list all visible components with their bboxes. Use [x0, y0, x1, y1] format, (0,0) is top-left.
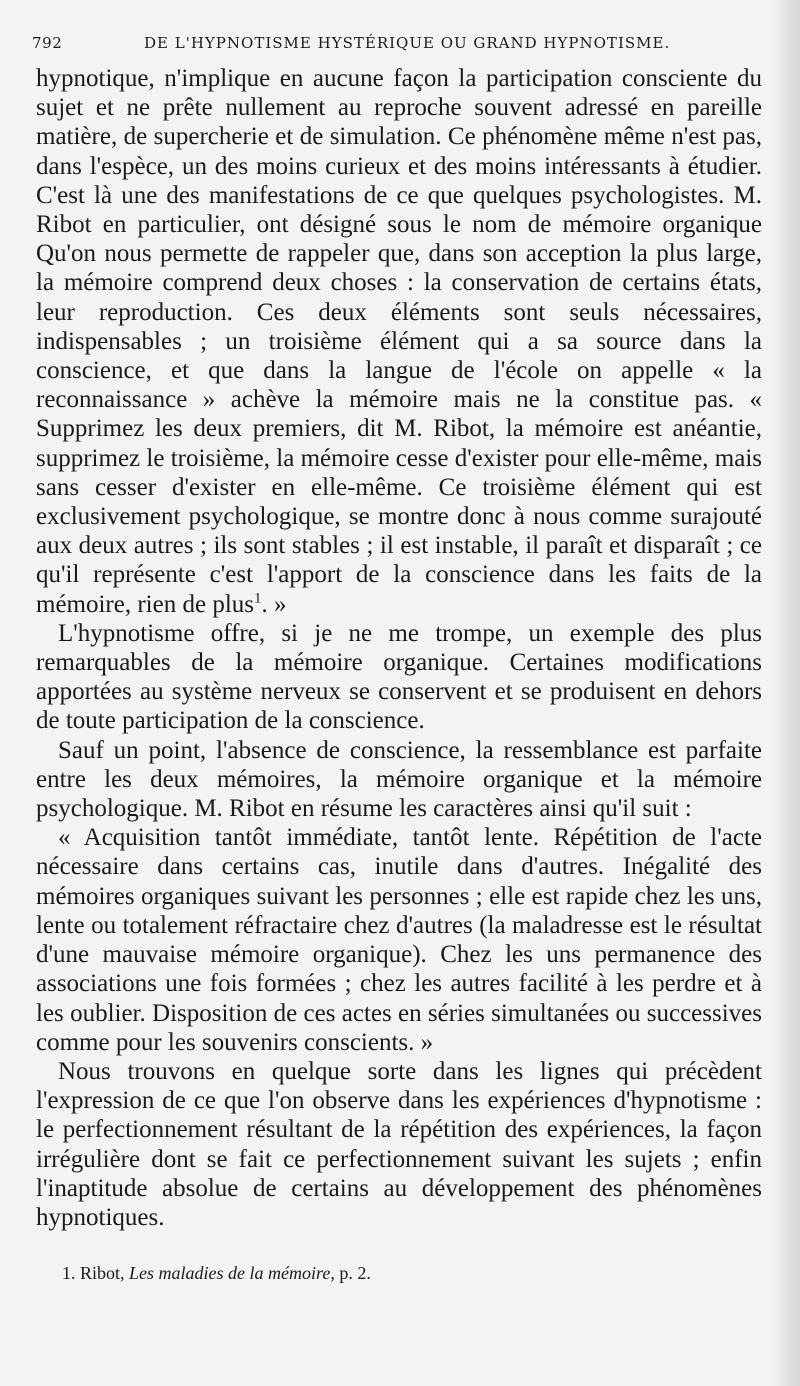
footnote-reference: 1 — [254, 590, 262, 607]
running-head — [32, 34, 752, 56]
footnote-number: 1. — [62, 1263, 76, 1283]
paragraph — [36, 823, 762, 1057]
paragraph — [36, 736, 762, 824]
paragraph-text: L'hypnotisme offre, si je ne me trompe, un exemple des plus remarquables de la mémoire organique. Certaines modifications apportées au système nerveux se conservent et se produisent en dehors de toute participation de la conscience. — [36, 619, 762, 735]
page-number: 792 — [32, 34, 63, 52]
paragraph — [36, 619, 762, 736]
footnote-page: p. 2. — [339, 1263, 371, 1283]
running-title: DE L'HYPNOTISME HYSTÉRIQUE OU GRAND HYPNOTISME. — [144, 34, 671, 52]
paragraph — [36, 64, 762, 619]
footnote-book-title: Les maladies de la mémoire, — [129, 1263, 335, 1283]
quote-close: . » — [261, 590, 287, 618]
page-shadow — [770, 0, 800, 1386]
paragraph-text: « Acquisition tantôt immédiate, tantôt lente. Répétition de l'acte nécessaire dans certains cas, inutile dans d'autres. Inégalité des mémoires organiques suivant les personnes ; elle est rapide chez les uns, lente ou totalement réfractaire chez d'autres (la maladresse est le résultat d'une mauvaise mémoire organique). Chez les uns permanence des associations une fois formées ; chez les autres facilité à les perdre et à les oublier. Disposition de ces actes en séries simultanées ou successives comme pour les souvenirs conscients. » — [36, 824, 762, 1056]
body-text — [36, 64, 762, 1232]
paragraph-text: Nous trouvons en quelque sorte dans les lignes qui précèdent l'expression de ce que l'on observe dans les expériences d'hypnotisme : le perfectionnement résultant de la répétition des expériences, la façon irrégulière dont se fait ce perfectionnement suivant les sujets ; enfin l'inaptitude absolue de certains au développement des phénomènes hypnotiques. — [36, 1057, 762, 1231]
paragraph-text: hypnotique, n'implique en aucune façon la participation consciente du sujet et ne prête nullement au reproche souvent adressé en pareille matière, de supercherie et de simulation. Ce phénomène même n'est pas, dans l'espèce, un des moins curieux et des moins intéressants à étudier. C'est là une des manifestations de ce que quelques psychologistes. M. Ribot en particulier, ont désigné sous le nom de mémoire organique Qu'on nous permette de rappeler que, dans son acception la plus large, la mémoire comprend deux choses : la conservation de certains états, leur reproduction. Ces deux éléments sont seuls nécessaires, indispensables ; un troisième élément qui a sa source dans la conscience, et que dans la langue de l'école on appelle « la reconnaissance » achève la mémoire mais ne la constitue pas. « Supprimez les deux premiers, dit M. Ribot, la mémoire est anéantie, supprimez le troisième, la mémoire cesse d'exister pour elle-même, mais sans cesser d'exister en elle-même. Ce troisième élément qui est exclusivement psychologique, se montre donc à nous comme surajouté aux deux autres ; ils sont stables ; il est instable, il paraît et disparaît ; ce qu'il représente c'est l'apport de la conscience dans les faits de la mémoire, rien de plus — [36, 65, 762, 618]
paragraph — [36, 1057, 762, 1232]
paragraph-text: Sauf un point, l'absence de conscience, la ressemblance est parfaite entre les deux mémoires, la mémoire organique et la mémoire psychologique. M. Ribot en résume les caractères ainsi qu'il suit : — [36, 736, 762, 823]
footnote — [62, 1262, 752, 1284]
footnote-author: Ribot, — [80, 1263, 125, 1283]
